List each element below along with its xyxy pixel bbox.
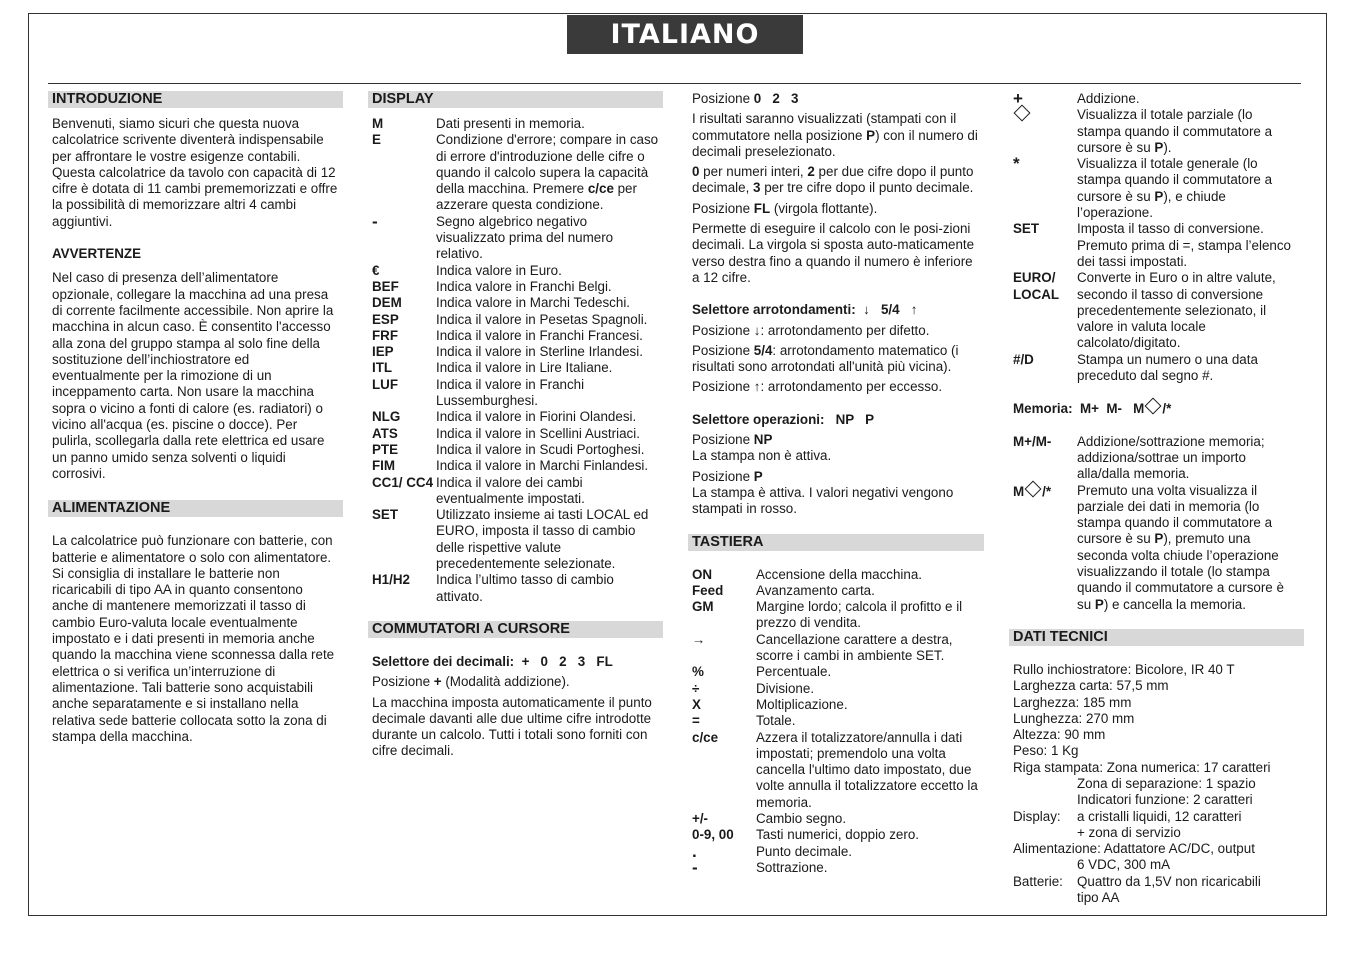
key-item-key: →	[692, 631, 706, 647]
display-item-key: PTE	[372, 441, 399, 457]
tech-line: Larghezza carta: 57,5 mm	[1013, 678, 1169, 694]
tech-line: Peso: 1 Kg	[1013, 743, 1079, 759]
display-item-key: FIM	[372, 458, 396, 474]
diamond-icon	[1014, 105, 1031, 122]
display-item-key: ATS	[372, 425, 398, 441]
display-item-desc: Condizione d'errore; compare in caso di errore d'introduzione delle cifre o quando il calcolo supera la capacità della macchina. Premere c/ce per azzerare questa condizione.	[436, 132, 659, 213]
key-item	[688, 681, 984, 697]
display-item	[368, 279, 663, 295]
display-item	[368, 442, 663, 458]
key-item-key: +	[1013, 89, 1023, 108]
display-item	[368, 426, 663, 442]
display-item	[368, 295, 663, 311]
tech-display: Display: a cristalli liquidi, 12 caratteri	[1013, 808, 1242, 824]
key-item	[688, 599, 984, 632]
key-item-key: -	[692, 857, 698, 877]
key-item-desc: Accensione della macchina.	[756, 566, 922, 582]
display-item	[368, 458, 663, 474]
key-item-key: GM	[692, 599, 714, 615]
tech-line: Rullo inchiostratore: Bicolore, IR 40 T	[1013, 661, 1235, 677]
key-item-desc: Imposta il tasso di conversione. Premuto prima di =, stampa l’elenco dei tassi impostati.	[1077, 221, 1291, 269]
heading-commutatori: COMMUTATORI A CURSORE	[368, 621, 663, 638]
tech-list	[1009, 662, 1304, 776]
display-item-desc: Indica il valore in Franchi Francesi.	[436, 327, 643, 343]
memory-item-key: M /*	[1013, 483, 1077, 613]
display-item-desc: Indica il valore in Marchi Finlandesi.	[436, 458, 649, 474]
keys-list-2	[1009, 91, 1304, 384]
key-item	[688, 632, 984, 665]
position-fl-text: Permette di eseguire il calcolo con le posi-zioni decimali. La virgola si sposta auto-maticamente verso destra fino a quando il numero è inferiore a 12 cifre.	[692, 221, 975, 285]
heading-tastiera: TASTIERA	[688, 534, 984, 551]
key-item-desc: Margine lordo; calcola il profitto e il prezzo di vendita.	[756, 599, 963, 631]
position-np-text: La stampa non è attiva.	[692, 448, 832, 464]
key-item	[1009, 352, 1304, 385]
tech-line: Altezza: 90 mm	[1013, 727, 1106, 743]
key-item	[688, 713, 984, 729]
position-fl: Posizione FL (virgola flottante).	[692, 200, 878, 216]
key-item-desc: Azzera il totalizzatore/annulla i dati impostati; premendolo una volta cancella l'ultimo dato impostato, due volte annulla il totalizzatore eccetto la memoria.	[756, 729, 978, 810]
display-item-key: E	[372, 132, 381, 148]
key-item-desc: Punto decimale.	[756, 843, 853, 859]
key-item-desc: Tasti numerici, doppio zero.	[756, 827, 919, 843]
key-item	[1009, 221, 1304, 270]
key-item-desc: Sottrazione.	[756, 859, 828, 875]
display-item	[368, 263, 663, 279]
display-item-key: NLG	[372, 409, 401, 425]
key-item-desc: Totale.	[756, 713, 796, 729]
display-item	[368, 360, 663, 376]
display-item	[368, 344, 663, 360]
key-item-desc: Addizione.	[1077, 91, 1140, 106]
display-item-desc: Segno algebrico negativo visualizzato prima del numero relativo.	[436, 213, 614, 262]
heading-alimentazione: ALIMENTAZIONE	[48, 500, 343, 517]
key-item-desc: Visualizza il totale generale (lo stampa quando il commutatore a cursore è su P), e chiude l’operazione.	[1077, 156, 1273, 221]
display-item-key: €	[372, 262, 380, 278]
display-item	[368, 116, 663, 132]
page-title: ITALIANO	[567, 15, 803, 54]
key-item	[688, 664, 984, 680]
key-item-key: SET	[1013, 221, 1040, 237]
key-item-desc: Converte in Euro o in altre valute, secondo il tasso di conversione precedentemente selezionato, il valore in valuta locale calcolato/digitato.	[1077, 270, 1276, 351]
position-023: Posizione 0 2 3	[692, 91, 799, 106]
tech-indent-2: Indicatori funzione: 2 caratteri	[1077, 792, 1253, 808]
key-item-key: EURO/ LOCAL	[1013, 270, 1060, 302]
position-plus-text: La macchina imposta automaticamente il punto decimale davanti alle due ultime cifre introdotte durante un calcolo. Tutti i totali sono forniti con cifre decimali.	[372, 694, 652, 759]
key-item	[688, 811, 984, 827]
tech-indent-1: Zona di separazione: 1 spazio	[1077, 775, 1256, 791]
position-023-text: I risultati saranno visualizzati (stampati con il commutatore nella posizione P) con il numero di decimali preselezionato.	[692, 111, 978, 159]
memory-selector: Memoria: M+ M- M /*	[1009, 400, 1304, 417]
position-plus: Posizione + (Modalità addizione).	[372, 674, 570, 690]
position-p: Posizione P	[692, 468, 763, 484]
key-item-desc: Moltiplicazione.	[756, 696, 848, 712]
display-item-desc: Indica valore in Marchi Tedeschi.	[436, 295, 631, 311]
diamond-icon	[1145, 398, 1162, 415]
memory-item-desc: Premuto una volta visualizza il parziale dei dati in memoria (lo stampa quando il commutatore a cursore è su P), premuto una seconda volta chiude l’operazione visualizzando il totale (lo stampa quando il commutatore a cursore è su P) e cancella la memoria.	[1077, 482, 1284, 612]
position-023-detail: 0 per numeri interi, 2 per due cifre dopo il punto decimale, 3 per tre cifre dopo il punto decimale.	[692, 164, 974, 196]
display-item-key: SET	[372, 507, 399, 523]
display-item-desc: Indica il valore in Pesetas Spagnoli.	[436, 311, 648, 327]
key-item-key: ON	[692, 566, 713, 582]
column-4	[1009, 91, 1304, 906]
key-item-key: +/-	[692, 810, 708, 826]
heading-introduzione: INTRODUZIONE	[48, 91, 343, 108]
round-up: Posizione ↑: arrotondamento per eccesso.	[692, 379, 943, 395]
memory-item-key: M+/M-	[1013, 433, 1052, 449]
display-item-key: ESP	[372, 311, 399, 327]
key-item-desc: Avanzamento carta.	[756, 582, 875, 598]
display-item-desc: Indica il valore in Franchi Lussemburghesi.	[436, 376, 585, 409]
tech-battery: Batterie: Quattro da 1,5V non ricaricabili	[1013, 873, 1261, 889]
display-item-desc: Indica il valore in Sterline Irlandesi.	[436, 344, 643, 360]
intro-text: Benvenuti, siamo sicuri che questa nuova calcolatrice scrivente diventerà indispensabile per affrontare le vostre esigenze contabili. Questa calcolatrice da tavolo con capacità di 12 cifre è dotata di 11 cambi prememorizzati e offre la possibilità di memorizzare altri 4 cambi aggiuntivi.	[52, 116, 338, 229]
key-item-desc: Cancellazione carattere a destra, scorre i cambi in ambiente SET.	[756, 631, 953, 664]
display-item-key: DEM	[372, 295, 402, 311]
key-item-key: #/D	[1013, 351, 1034, 367]
memory-item	[1009, 483, 1304, 613]
key-item-key: X	[692, 696, 701, 712]
memory-item-desc: Addizione/sottrazione memoria; addiziona/sottrae un importo alla/dalla memoria.	[1077, 433, 1265, 482]
tech-line: Larghezza: 185 mm	[1013, 694, 1132, 710]
tech-line: Lunghezza: 270 mm	[1013, 710, 1135, 726]
column-1	[48, 91, 343, 745]
key-item	[1009, 270, 1304, 351]
display-item-desc: Indica il valore in Scudi Portoghesi.	[436, 441, 645, 457]
display-list	[368, 116, 663, 605]
operation-selector: Selettore operazioni: NP P	[692, 411, 875, 427]
display-item-key: LUF	[372, 376, 399, 392]
key-item-key	[1013, 107, 1077, 156]
key-item-key: 0-9, 00	[692, 827, 734, 843]
display-item-key: IEP	[372, 344, 394, 360]
display-item-key: ITL	[372, 360, 393, 376]
display-item-desc: Indica l’ultimo tasso di cambio attivato.	[436, 572, 614, 604]
key-item	[688, 857, 984, 877]
heading-avvertenze: AVVERTENZE	[52, 246, 142, 262]
display-item	[368, 132, 663, 213]
diamond-icon	[1025, 480, 1042, 497]
tech-display-2: + zona di servizio	[1077, 824, 1181, 840]
tech-power-2: 6 VDC, 300 mA	[1077, 857, 1171, 873]
display-item	[368, 377, 663, 410]
position-np: Posizione NP	[692, 432, 773, 448]
display-item-key: FRF	[372, 327, 399, 343]
display-item-desc: Indica valore in Franchi Belgi.	[436, 278, 612, 294]
display-item-key: CC1/ CC4	[372, 474, 434, 490]
key-item-desc: Stampa un numero o una data preceduto dal segno #.	[1077, 351, 1258, 384]
warning-text: Nel caso di presenza dell’alimentatore opzionale, collegare la macchina ad una presa di corrente facilmente accessibile. Non aprire la macchina in alcun caso. È consentito l'accesso alla zona del gruppo stampa al solo fine della sostituzione dell’inchiostratore ed eventualmente per la rimozione di un inceppamento carta. Non usare la macchina sopra o vicino a fonti di calore (es. radiatori) o vicino all'acqua (es. piscine o docce). Per pulirla, scollegarla dalla rete elettrica ed usare un panno umido senza solventi o liquidi corrosivi.	[52, 270, 334, 481]
memory-item	[1009, 434, 1304, 483]
display-item-key: H1/H2	[372, 572, 410, 588]
decimal-selector: Selettore dei decimali: + 0 2 3 FL	[372, 653, 613, 669]
key-item	[688, 567, 984, 583]
memory-list	[1009, 434, 1304, 613]
key-item-desc: Divisione.	[756, 680, 815, 696]
display-item	[368, 409, 663, 425]
heading-dati-tecnici: DATI TECNICI	[1009, 629, 1304, 646]
display-item-desc: Utilizzato insieme ai tasti LOCAL ed EURO, imposta il tasso di cambio delle rispettive valute precedentemente selezionate.	[436, 507, 649, 572]
key-item	[688, 583, 984, 599]
header-rule	[48, 83, 1301, 84]
heading-display: DISPLAY	[368, 91, 663, 108]
key-item	[1009, 91, 1304, 107]
tech-power: Alimentazione: Adattatore AC/DC, output	[1013, 841, 1255, 857]
display-item-key: M	[372, 116, 384, 131]
key-item-key: c/ce	[692, 729, 719, 745]
key-item	[688, 697, 984, 713]
display-item-desc: Indica il valore in Lire Italiane.	[436, 360, 613, 376]
display-item-key: -	[372, 211, 378, 231]
key-item-key: ÷	[692, 680, 700, 696]
power-text: La calcolatrice può funzionare con batterie, con batterie e alimentatore o solo con alimentatore. Si consiglia di installare le batterie non ricaricabili di tipo AA in quanto consentono anche di mantenere memorizzati il tasso di cambio Euro-valuta locale eventualmente impostato e i dati presenti in memoria anche quando la macchina viene sconnessa dalla rete elettrica o si verifica un’interruzione di alimentazione. Tali batterie sono acquistabili anche separatamente e si installano nella relativa sede batterie collocata sotto la zona di stampa della macchina.	[52, 533, 335, 744]
key-item-key: *	[1013, 154, 1020, 174]
display-item	[368, 507, 663, 572]
key-item-key: %	[692, 664, 704, 680]
tech-battery-2: tipo AA	[1077, 890, 1120, 906]
tech-line: Riga stampata: Zona numerica: 17 caratteri	[1013, 759, 1271, 775]
display-item-desc: Dati presenti in memoria.	[436, 116, 585, 131]
round-54: Posizione 5/4: arrotondamento matematico (i risultati sono arrotondati all'unità più vicina).	[692, 342, 959, 375]
keys-list	[688, 567, 984, 877]
position-p-text: La stampa è attiva. I valori negativi vengono stampati in rosso.	[692, 484, 954, 517]
display-item-desc: Indica il valore in Fiorini Olandesi.	[436, 409, 637, 425]
key-item	[688, 827, 984, 843]
key-item-desc: Cambio segno.	[756, 810, 847, 826]
display-item	[368, 328, 663, 344]
display-item	[368, 211, 663, 263]
rounding-selector: Selettore arrotondamenti: ↓ 5/4 ↑	[692, 302, 918, 318]
key-item	[688, 841, 984, 861]
key-item-desc: Percentuale.	[756, 664, 832, 680]
column-3	[688, 91, 984, 876]
key-item-desc: Visualizza il totale parziale (lo stampa quando il commutatore a cursore è su P).	[1077, 107, 1273, 155]
display-item-desc: Indica il valore dei cambi eventualmente impostati.	[436, 474, 585, 506]
key-item-key: =	[692, 713, 700, 729]
display-item-key: BEF	[372, 278, 399, 294]
key-item-key: Feed	[692, 582, 724, 598]
key-item	[688, 730, 984, 811]
key-item	[1009, 156, 1304, 221]
display-item	[368, 475, 663, 508]
key-item	[1009, 107, 1304, 156]
display-item-desc: Indica il valore in Scellini Austriaci.	[436, 425, 640, 441]
column-2	[368, 91, 663, 760]
display-item	[368, 572, 663, 605]
display-item-desc: Indica valore in Euro.	[436, 262, 562, 278]
round-down: Posizione ↓: arrotondamento per difetto.	[692, 322, 930, 338]
display-item	[368, 312, 663, 328]
key-item-key: .	[692, 841, 697, 861]
